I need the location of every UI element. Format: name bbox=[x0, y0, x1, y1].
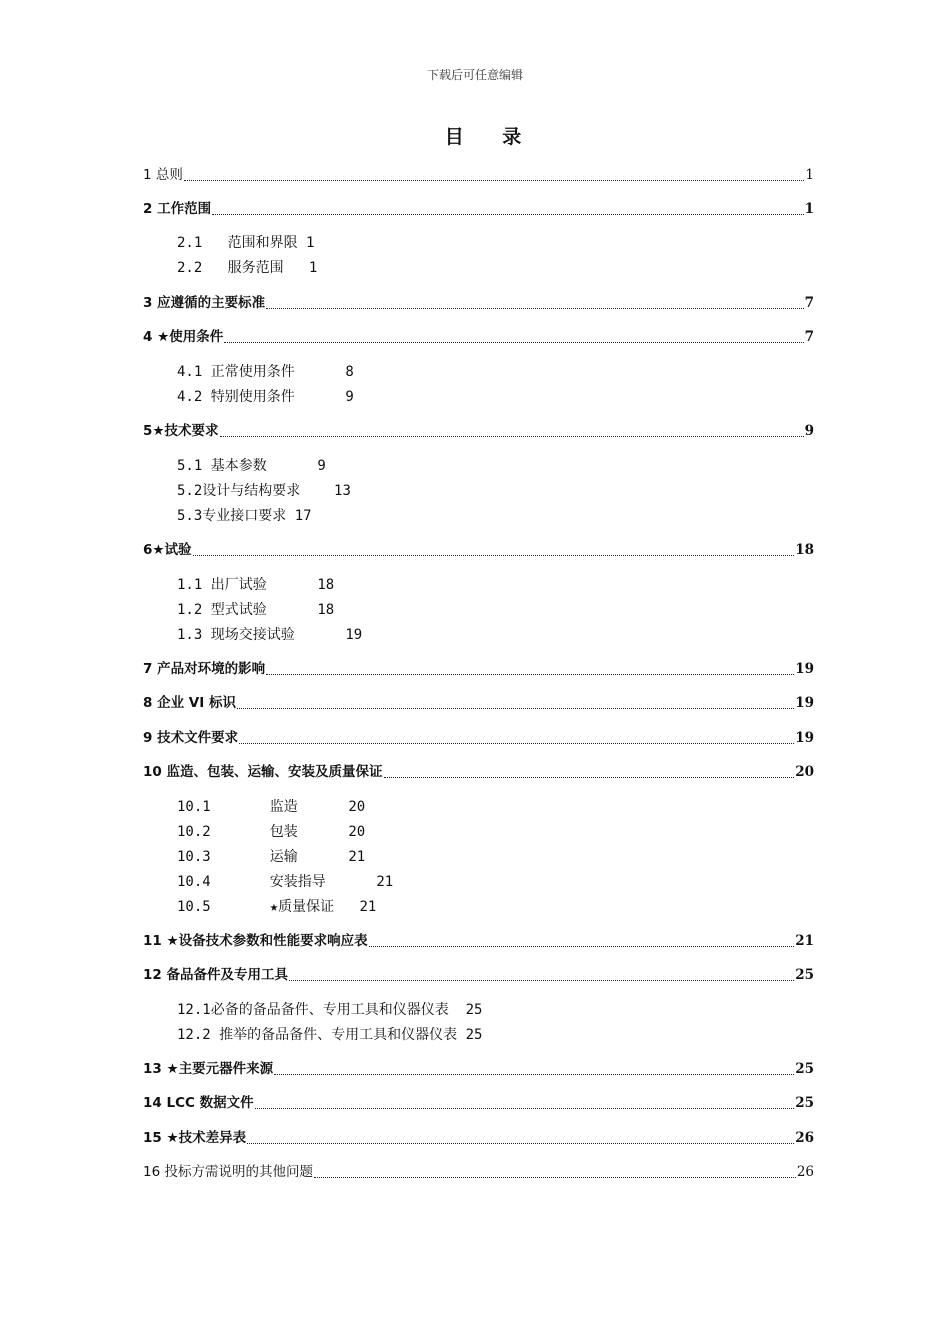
toc-entry-9[interactable] bbox=[143, 728, 814, 748]
toc-entry-page: 20 bbox=[795, 764, 814, 780]
toc-entry-page: 1 bbox=[804, 201, 814, 217]
toc-entry-page: 9 bbox=[804, 423, 814, 439]
toc-entry-label: 9 技术文件要求 bbox=[143, 730, 239, 746]
toc-entry-page: 25 bbox=[795, 1061, 814, 1077]
leader-dots bbox=[193, 555, 795, 556]
toc-entry-7[interactable] bbox=[143, 659, 814, 679]
sub-page: 1 bbox=[306, 235, 315, 251]
sub-number: 10.2 bbox=[177, 824, 211, 840]
toc-entry-page: 19 bbox=[795, 695, 814, 711]
toc-entry-15[interactable] bbox=[143, 1128, 814, 1148]
sub-page: 1 bbox=[308, 260, 318, 276]
leader-dots bbox=[224, 342, 803, 343]
toc-entry-label: 2 工作范围 bbox=[143, 201, 212, 217]
toc-entry-label: 7 产品对环境的影响 bbox=[143, 661, 266, 677]
leader-dots bbox=[314, 1177, 796, 1178]
toc-entry-page: 26 bbox=[796, 1164, 814, 1180]
toc-entry-11[interactable] bbox=[143, 931, 814, 951]
sub-page: 18 bbox=[317, 577, 335, 593]
sub-number: 12.1 bbox=[177, 1002, 211, 1018]
toc-entry-page: 18 bbox=[795, 542, 814, 558]
leader-dots bbox=[289, 980, 794, 981]
toc-entry-label: 10 监造、包装、运输、安装及质量保证 bbox=[143, 764, 383, 780]
leader-dots bbox=[184, 180, 805, 181]
toc-entry-page: 26 bbox=[795, 1130, 814, 1146]
leader-dots bbox=[239, 743, 794, 744]
toc-entry-page: 19 bbox=[795, 730, 814, 746]
sub-title: 基本参数 bbox=[210, 458, 267, 474]
sub-page: 25 bbox=[465, 1002, 483, 1018]
sub-title: 正常使用条件 bbox=[210, 364, 295, 380]
toc-entry-page: 19 bbox=[795, 661, 814, 677]
sub-title: ★质量保证 bbox=[269, 899, 335, 915]
toc-entry-6[interactable] bbox=[143, 540, 814, 560]
toc-entry-10[interactable] bbox=[143, 762, 814, 782]
sub-title: 设计与结构要求 bbox=[202, 483, 301, 499]
sub-title: 包装 bbox=[269, 824, 298, 840]
sub-title: 专业接口要求 bbox=[202, 508, 287, 524]
page-header: 下载后可任意编辑 bbox=[426, 68, 523, 82]
toc-entry-label: 14 LCC 数据文件 bbox=[143, 1095, 254, 1111]
sub-page: 8 bbox=[345, 364, 354, 380]
sub-page: 25 bbox=[465, 1027, 483, 1043]
toc-subentry-10-2[interactable] bbox=[177, 822, 365, 842]
sub-title: 监造 bbox=[269, 799, 298, 815]
toc-entry-label: 6★试验 bbox=[143, 542, 192, 558]
toc-entry-label: 3 应遵循的主要标准 bbox=[143, 295, 266, 311]
leader-dots bbox=[237, 708, 794, 709]
sub-number: 5.1 bbox=[177, 458, 203, 474]
sub-page: 20 bbox=[348, 824, 366, 840]
toc-entry-13[interactable] bbox=[143, 1059, 814, 1079]
toc-entry-label: 1 总则 bbox=[143, 167, 183, 183]
toc-subentry-10-5[interactable] bbox=[177, 897, 376, 917]
sub-number: 2.2 bbox=[177, 260, 203, 276]
toc-entry-label: 12 备品备件及专用工具 bbox=[143, 967, 288, 983]
sub-number: 5.2 bbox=[177, 483, 203, 499]
toc-entry-page: 1 bbox=[805, 167, 814, 183]
sub-title: 型式试验 bbox=[210, 602, 267, 618]
sub-number: 10.5 bbox=[177, 899, 211, 915]
sub-number: 1.1 bbox=[177, 577, 203, 593]
sub-title: 出厂试验 bbox=[210, 577, 267, 593]
sub-page: 19 bbox=[345, 627, 363, 643]
toc-subentry-12-1[interactable] bbox=[177, 1000, 482, 1020]
toc-subentry-6-1[interactable] bbox=[177, 575, 334, 595]
toc-subentry-10-3[interactable] bbox=[177, 847, 365, 867]
leader-dots bbox=[384, 777, 795, 778]
sub-title: 范围和界限 bbox=[227, 235, 298, 251]
leader-dots bbox=[212, 214, 804, 215]
toc-entry-label: 4 ★使用条件 bbox=[143, 329, 224, 345]
toc-entry-1[interactable] bbox=[143, 165, 814, 185]
sub-title: 特别使用条件 bbox=[210, 389, 295, 405]
toc-entry-4[interactable] bbox=[143, 327, 814, 347]
sub-page: 9 bbox=[345, 389, 354, 405]
toc-entry-3[interactable] bbox=[143, 293, 814, 313]
sub-number: 2.1 bbox=[177, 235, 203, 251]
leader-dots bbox=[369, 946, 795, 947]
toc-subentry-6-3[interactable] bbox=[177, 625, 362, 645]
sub-number: 10.3 bbox=[177, 849, 211, 865]
toc-subentry-5-1[interactable] bbox=[177, 456, 326, 476]
sub-number: 5.3 bbox=[177, 508, 203, 524]
toc-entry-page: 7 bbox=[804, 295, 814, 311]
leader-dots bbox=[266, 308, 804, 309]
sub-page: 9 bbox=[317, 458, 326, 474]
sub-page: 13 bbox=[334, 483, 351, 499]
toc-subentry-6-2[interactable] bbox=[177, 600, 334, 620]
sub-title: 运输 bbox=[269, 849, 298, 865]
sub-page: 18 bbox=[317, 602, 335, 618]
toc-subentry-2-1[interactable] bbox=[177, 233, 314, 253]
sub-title: 服务范围 bbox=[227, 260, 284, 276]
toc-entry-label: 16 投标方需说明的其他问题 bbox=[143, 1164, 313, 1180]
sub-number: 4.1 bbox=[177, 364, 203, 380]
toc-entry-label: 11 ★设备技术参数和性能要求响应表 bbox=[143, 933, 368, 949]
sub-number: 12.2 bbox=[177, 1027, 211, 1043]
sub-number: 1.2 bbox=[177, 602, 203, 618]
sub-number: 4.2 bbox=[177, 389, 203, 405]
leader-dots bbox=[247, 1143, 794, 1144]
leader-dots bbox=[274, 1074, 794, 1075]
toc-entry-page: 7 bbox=[804, 329, 814, 345]
toc-subentry-5-3[interactable] bbox=[177, 506, 312, 526]
sub-title: 现场交接试验 bbox=[210, 627, 295, 643]
toc-title: 目 录 bbox=[444, 126, 538, 148]
leader-dots bbox=[220, 436, 804, 437]
toc-entry-12[interactable] bbox=[143, 965, 814, 985]
toc-entry-5[interactable] bbox=[143, 421, 814, 441]
toc-entry-14[interactable] bbox=[143, 1093, 814, 1113]
toc-entry-label: 5★技术要求 bbox=[143, 423, 219, 439]
toc-subentry-10-4[interactable] bbox=[177, 872, 393, 892]
toc-entry-8[interactable] bbox=[143, 693, 814, 713]
toc-subentry-12-2[interactable] bbox=[177, 1025, 482, 1045]
toc-entry-label: 13 ★主要元器件来源 bbox=[143, 1061, 274, 1077]
toc-subentry-4-1[interactable] bbox=[177, 362, 354, 382]
sub-page: 21 bbox=[359, 899, 377, 915]
leader-dots bbox=[255, 1108, 795, 1109]
leader-dots bbox=[266, 674, 794, 675]
toc-entry-label: 8 企业 VI 标识 bbox=[143, 695, 236, 711]
sub-page: 21 bbox=[348, 849, 366, 865]
sub-number: 1.3 bbox=[177, 627, 203, 643]
sub-number: 10.1 bbox=[177, 799, 211, 815]
toc-subentry-5-2[interactable] bbox=[177, 481, 351, 501]
toc-entry-page: 25 bbox=[795, 967, 814, 983]
toc-entry-page: 25 bbox=[795, 1095, 814, 1111]
toc-entry-label: 15 ★技术差异表 bbox=[143, 1130, 247, 1146]
toc-entry-page: 21 bbox=[795, 933, 814, 949]
sub-page: 17 bbox=[294, 508, 312, 524]
sub-page: 20 bbox=[348, 799, 366, 815]
sub-number: 10.4 bbox=[177, 874, 211, 890]
sub-title: 安装指导 bbox=[269, 874, 326, 890]
sub-title: 必备的备品备件、专用工具和仪器仪表 bbox=[210, 1002, 449, 1018]
sub-title: 推举的备品备件、专用工具和仪器仪表 bbox=[219, 1027, 458, 1043]
sub-page: 21 bbox=[376, 874, 394, 890]
toc-entry-16[interactable] bbox=[143, 1162, 814, 1182]
toc-subentry-2-2[interactable] bbox=[177, 258, 317, 278]
toc-entry-2[interactable] bbox=[143, 199, 814, 219]
toc-subentry-4-2[interactable] bbox=[177, 387, 354, 407]
toc-subentry-10-1[interactable] bbox=[177, 797, 365, 817]
